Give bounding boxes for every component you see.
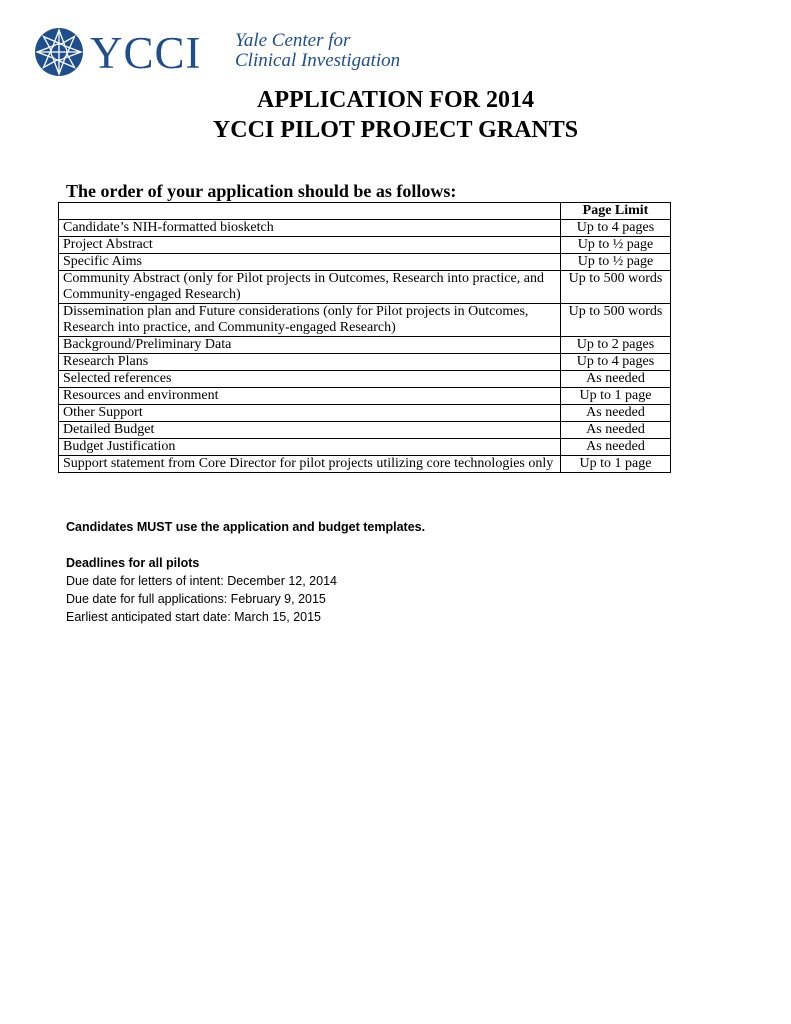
row-item: Budget Justification: [59, 439, 561, 456]
table-row: [59, 304, 671, 337]
table-row: [59, 456, 671, 473]
row-item: Resources and environment: [59, 388, 561, 405]
row-limit: As needed: [561, 371, 671, 388]
table-row: [59, 237, 671, 254]
anticipated-start-date: Earliest anticipated start date: March 15, 2015: [66, 610, 322, 624]
row-item: Project Abstract: [59, 237, 561, 254]
table-row: [59, 439, 671, 456]
row-item: Dissemination plan and Future considerations (only for Pilot projects in Outcomes, Research into practice, and Community-engaged Research): [59, 304, 561, 337]
logo-full-name: [235, 31, 435, 71]
table-row: [59, 388, 671, 405]
logo-line-2: Clinical Investigation: [235, 50, 401, 71]
row-item: Research Plans: [59, 354, 561, 371]
deadlines-heading: Deadlines for all pilots: [66, 556, 200, 570]
row-limit: Up to ½ page: [561, 237, 671, 254]
header-item-cell: [59, 203, 561, 220]
logo-abbreviation: YCCI: [90, 28, 202, 78]
row-limit: Up to 4 pages: [561, 354, 671, 371]
row-item: Candidate’s NIH-formatted biosketch: [59, 220, 561, 237]
row-limit: Up to 4 pages: [561, 220, 671, 237]
table-row: [59, 422, 671, 439]
order-heading: The order of your application should be as follows:: [66, 181, 457, 201]
application-order-table: [58, 202, 671, 473]
templates-notice: Candidates MUST use the application and budget templates.: [66, 520, 426, 534]
row-limit: Up to 2 pages: [561, 337, 671, 354]
row-item: Community Abstract (only for Pilot projects in Outcomes, Research into practice, and Community-engaged Research): [59, 271, 561, 304]
table-row: [59, 271, 671, 304]
table-row: [59, 337, 671, 354]
header-page-limit: Page Limit: [561, 203, 671, 220]
table-row: [59, 254, 671, 271]
ycci-star-emblem-icon: [34, 27, 84, 77]
row-item: Support statement from Core Director for pilot projects utilizing core technologies only: [59, 456, 561, 473]
deadline-full-applications: Due date for full applications: February 9, 2015: [66, 592, 326, 606]
row-limit: Up to 1 page: [561, 388, 671, 405]
row-item: Specific Aims: [59, 254, 561, 271]
logo-line-1: Yale Center for: [235, 30, 351, 51]
row-limit: Up to 1 page: [561, 456, 671, 473]
spacer: [66, 536, 566, 554]
row-item: Selected references: [59, 371, 561, 388]
row-item: Other Support: [59, 405, 561, 422]
row-limit: As needed: [561, 405, 671, 422]
page-title-line-1: APPLICATION FOR 2014: [257, 87, 534, 113]
row-limit: As needed: [561, 422, 671, 439]
row-limit: As needed: [561, 439, 671, 456]
row-item: Detailed Budget: [59, 422, 561, 439]
row-limit: Up to 500 words: [561, 271, 671, 304]
row-limit: Up to 500 words: [561, 304, 671, 337]
row-limit: Up to ½ page: [561, 254, 671, 271]
notes-section: [66, 518, 566, 626]
table-row: [59, 354, 671, 371]
table-row: [59, 405, 671, 422]
table-header-row: [59, 203, 671, 220]
row-item: Background/Preliminary Data: [59, 337, 561, 354]
table-row: [59, 371, 671, 388]
deadline-letters-of-intent: Due date for letters of intent: December 12, 2014: [66, 574, 337, 588]
page-title-line-2: YCCI PILOT PROJECT GRANTS: [212, 117, 579, 143]
table-row: [59, 220, 671, 237]
